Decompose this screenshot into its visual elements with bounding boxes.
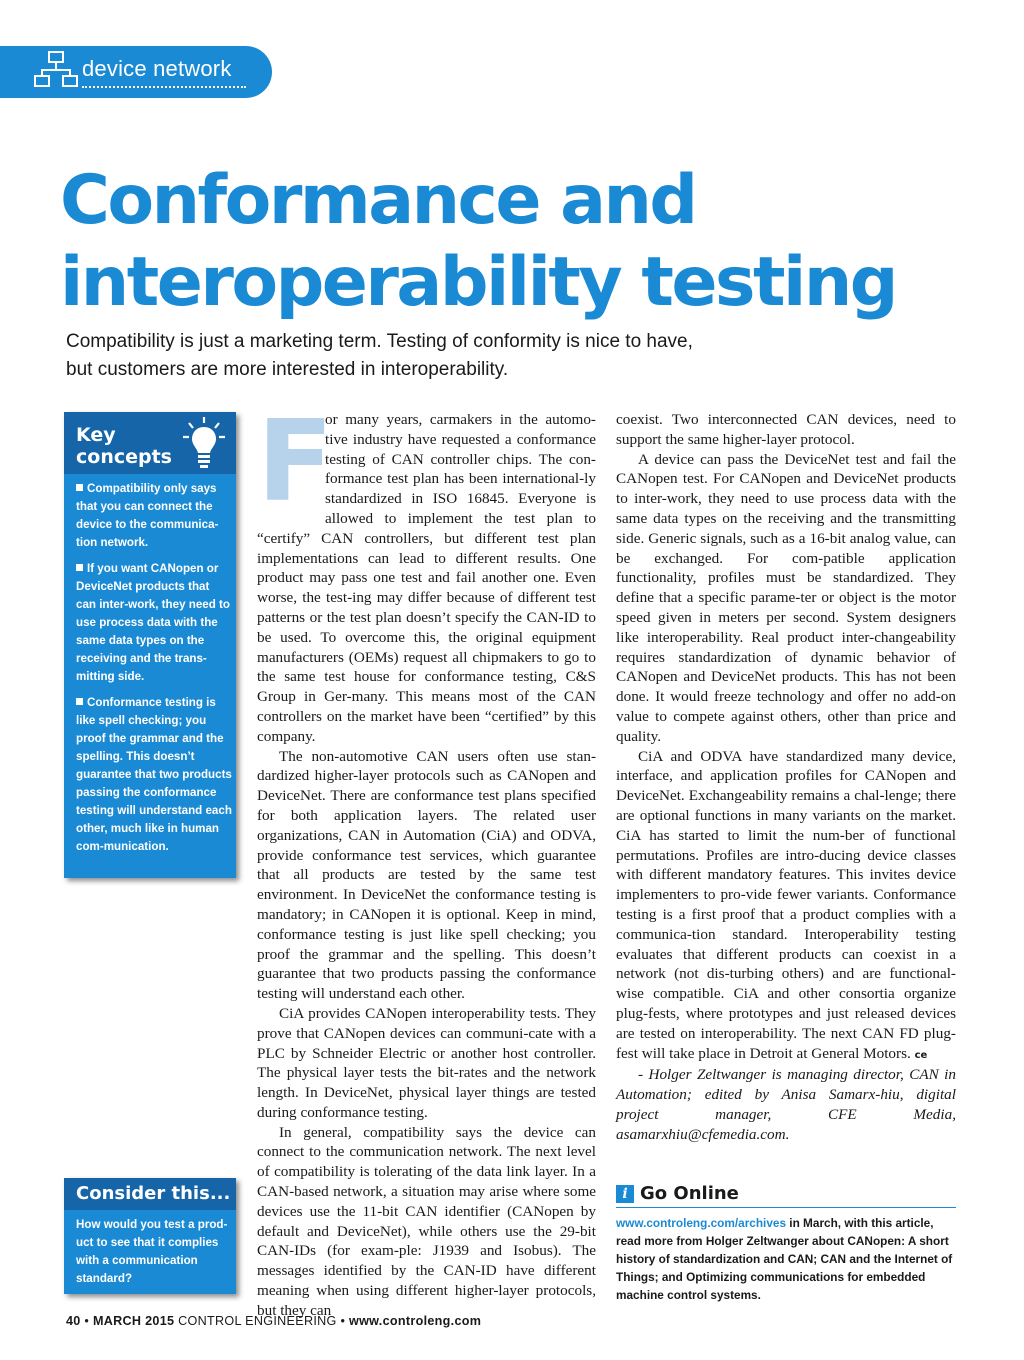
key-concept-text: Conformance testing is like spell checking; you proof the grammar and the spelling. This doesn’t guarantee that two products passing the conformance testing will understand each other, much like in human com-munication. xyxy=(76,696,232,853)
body-column-middle xyxy=(257,397,596,1321)
key-title-line-2: concepts xyxy=(76,446,172,468)
key-concepts-list xyxy=(76,480,232,864)
paragraph: The non-automotive CAN users often use stan-dardized higher-layer protocols such as CANopen and DeviceNet. There are conformance test plans specified for both application layers. The related user organizations, CAN in Automation (CiA) and ODVA, provide conformance test services, which guarantee that all products are tested by the same test environment. In DeviceNet the conformance testing is mandatory; in CANopen it is optional. Keep in mind, conformance testing is just like spell checking; you proof the grammar and the spelling. This doesn’t guarantee that two products passing the conformance testing will understand each other. xyxy=(257,747,596,1003)
consider-title: Consider this... xyxy=(76,1183,231,1204)
footer-separator: • xyxy=(84,1314,90,1328)
go-online-description: in March, with this article, read more from Holger Zeltwanger about CANopen: A short history of standardization and CAN; CAN and the Internet of Things; and Optimizing communications for embedded machine control systems. xyxy=(616,1216,953,1302)
lightbulb-icon xyxy=(177,413,231,471)
body-column-right xyxy=(616,410,956,1144)
archives-link[interactable]: www.controleng.com/archives xyxy=(616,1216,787,1230)
section-underline xyxy=(82,86,246,88)
key-title-line-1: Key xyxy=(76,424,116,446)
list-item xyxy=(76,694,232,856)
paragraph xyxy=(257,397,596,747)
issue-date: MARCH 2015 xyxy=(92,1314,175,1328)
title-line-2: interoperability testing xyxy=(60,243,896,322)
page-title xyxy=(60,160,960,324)
author-byline: - Holger Zeltwanger is managing director, CAN in Automation; edited by Anisa Samarx-hiu, digital project manager, CFE Media, asamarxhiu@cfemedia.com. xyxy=(616,1066,956,1143)
go-online-title: Go Online xyxy=(640,1183,739,1204)
go-online-box xyxy=(616,1184,956,1304)
footer-separator: • xyxy=(340,1314,346,1328)
section-label: device network xyxy=(82,56,232,81)
paragraph: A device can pass the DeviceNet test and fail the CANopen test. For CANopen and DeviceNet products to inter-work, they need to use process data with the same data types on the receiving and the transmitting side. Generic signals, such as a 16-bit analog value, can be exchanged. For com-patible application functionality, profiles must be standardized. They define that a specific parame-ter or object is the motor speed given in meters per second. System designers like interoperability. Real product inter-changeability requires standardization of dynamic behavior of CANopen and DeviceNet products. This has not been done. It would freeze technology and offer no add-on value to compete against others, other than price and quality. xyxy=(616,450,956,745)
go-online-text xyxy=(616,1214,956,1304)
paragraph: coexist. Two interconnected CAN devices, need to support the same higher-layer protocol. xyxy=(616,411,956,448)
title-line-1: Conformance and xyxy=(60,161,696,240)
magazine-name: CONTROL ENGINEERING xyxy=(178,1314,337,1328)
deck xyxy=(66,328,826,384)
list-item xyxy=(76,560,232,686)
network-icon xyxy=(32,48,80,94)
info-icon: i xyxy=(616,1185,634,1203)
paragraph-text: CiA and ODVA have standardized many device, interface, and application profiles for CANopen and DeviceNet. Exchangeability remains a chal-lenge; there are optional functions in many variants on the market. CiA has started to limit the num-ber of functional permutations. Profiles are intro-ducing device classes with different mandatory features. This invites device implementers to pro-vide fewer variants. Conformance testing is a first proof that a product complies with a communica-tion standard. Interoperability testing evaluates that different products can coexist in a network (not dis-turbing others) and are functional-wise compatible. CiA and other consortia organize plug-fests, where prototypes and just released devices are tested on interoperability. The next CAN FD plug-fest will take place in Detroit at General Motors. xyxy=(616,747,956,1062)
consider-this-box xyxy=(64,1178,236,1294)
bullet-icon xyxy=(76,564,83,571)
footer-url[interactable]: www.controleng.com xyxy=(348,1314,482,1328)
end-mark: ce xyxy=(914,1049,928,1061)
paragraph xyxy=(616,747,956,1066)
drop-cap: F xyxy=(257,397,334,527)
list-item xyxy=(76,480,232,552)
page-number: 40 xyxy=(66,1314,81,1328)
deck-line-1: Compatibility is just a marketing term. Testing of conformity is nice to have, xyxy=(66,331,693,352)
section-tab xyxy=(0,46,272,98)
paragraph: CiA provides CANopen interoperability tests. They prove that CANopen devices can communi-cate with a PLC by Schneider Electric or another host controller. The physical layer tests the bit-rates and the network length. In DeviceNet, physical layer things are tested during conformance testing. xyxy=(257,1004,596,1121)
key-concept-text: Compatibility only says that you can connect the device to the communica-tion network. xyxy=(76,482,219,549)
key-concept-text: If you want CANopen or DeviceNet products that can inter-work, they need to use process data with the same data types on the receiving and the trans-mitting side. xyxy=(76,562,230,683)
bullet-icon xyxy=(76,698,83,705)
deck-line-2: but customers are more interested in interoperability. xyxy=(66,359,509,380)
consider-text: How would you test a prod-uct to see that it complies with a communication standard? xyxy=(76,1218,228,1285)
page-footer xyxy=(66,1314,481,1328)
paragraph: In general, compatibility says the device can connect to the communication network. The next level of compatibility is tolerating of the data link layer. In a CAN-based network, a situation may arise where some devices use the 11-bit CAN identifier (CANopen by default and DeviceNet), while others use the 29-bit CAN-IDs (for exam-ple: J1939 and Isobus). The messages identified by the CAN-ID have different meaning when using different higher-layer protocols, but they can xyxy=(257,1123,596,1319)
paragraph-text: or many years, carmakers in the automo-tive industry have requested a conformance testing of CAN controller chips. The con-formance test plan has been international-ly standardized in ISO 16845. Everyone is allowed to implement the test plan to “certify” CAN controllers, but different test plan implementations can lead to different results. One product may pass one test and fail another one. Even worse, the test-ing may differ because of different test patterns or the test plan doesn’t specify the CAN-ID to be used. To overcome this, the original equipment manufacturers (OEMs) request all chipmakers to go to the same test house for conformance testing, C&S Group in Ger-many. This means most of the CAN controllers on the market have been “certified” by this company. xyxy=(257,411,596,745)
key-concepts-box xyxy=(64,412,236,878)
go-online-header xyxy=(616,1184,956,1208)
bullet-icon xyxy=(76,484,83,491)
